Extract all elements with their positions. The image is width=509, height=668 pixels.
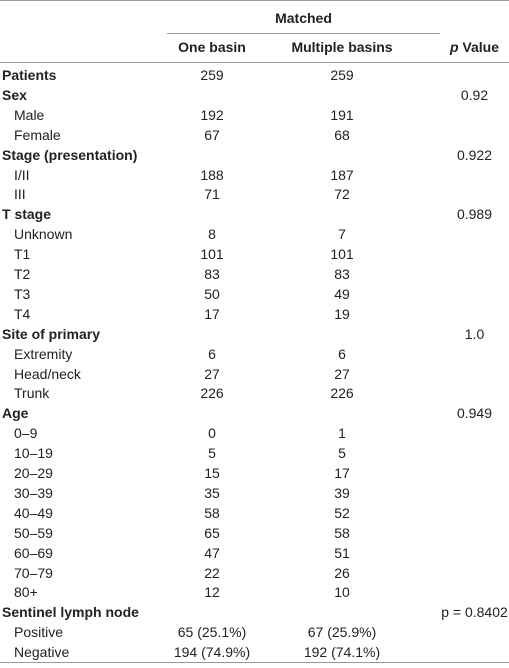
multiple-basins-value: 26 — [334, 564, 350, 581]
p-value — [440, 383, 509, 403]
one-basin-header: One basin — [178, 39, 246, 55]
p-value — [440, 184, 509, 204]
p-value — [440, 523, 509, 543]
p-value — [440, 423, 509, 443]
one-basin-value: 35 — [204, 484, 220, 501]
multiple-basins-value: 6 — [338, 345, 346, 362]
row-label: Head/neck — [14, 365, 81, 382]
one-basin-value — [172, 324, 252, 344]
matched-group-header: Matched — [275, 10, 332, 26]
value-word: Value — [458, 39, 500, 55]
multiple-basins-value: 10 — [334, 584, 350, 601]
multiple-basins-value — [302, 602, 382, 622]
row-label: III — [14, 186, 26, 203]
row-label: Trunk — [14, 385, 50, 402]
row-label: Male — [14, 106, 45, 123]
one-basin-value: 188 — [200, 166, 224, 183]
multiple-basins-value: 226 — [330, 385, 354, 402]
one-basin-value: 6 — [208, 345, 216, 362]
row-label: T2 — [14, 266, 31, 282]
matched-group-rule — [167, 33, 440, 34]
p-value — [440, 125, 509, 145]
section-label: Site of primary — [2, 325, 101, 342]
multiple-basins-value: 83 — [334, 266, 350, 282]
row-label: 70–79 — [14, 564, 53, 581]
multiple-basins-value: 192 (74.1%) — [303, 644, 381, 661]
multiple-basins-value: 67 (25.9%) — [307, 624, 377, 641]
multiple-basins-value: 1 — [338, 425, 346, 442]
one-basin-value: 15 — [204, 465, 220, 481]
one-basin-value — [172, 602, 252, 622]
p-value — [440, 165, 509, 185]
multiple-basins-header: Multiple basins — [291, 39, 393, 55]
p-value — [440, 105, 509, 125]
one-basin-value: 83 — [204, 266, 220, 282]
multiple-basins-value: 49 — [334, 285, 350, 302]
multiple-basins-value: 5 — [338, 445, 346, 462]
one-basin-value: 0 — [208, 425, 216, 442]
p-value: 0.92 — [460, 86, 489, 103]
p-value — [440, 264, 509, 284]
row-label: 50–59 — [14, 524, 53, 541]
row-label: 40–49 — [14, 504, 53, 521]
multiple-basins-value: 7 — [338, 226, 346, 243]
multiple-basins-value: 19 — [334, 305, 350, 322]
p-value: 0.949 — [456, 405, 493, 422]
one-basin-value — [172, 85, 252, 105]
p-italic: p — [449, 39, 459, 55]
p-value — [440, 483, 509, 503]
row-label: 0–9 — [14, 425, 38, 442]
p-value — [440, 65, 509, 85]
p-value: 1.0 — [464, 325, 485, 342]
p-value — [440, 304, 509, 324]
one-basin-value: 67 — [204, 126, 220, 143]
p-value — [440, 582, 509, 602]
p-value — [440, 284, 509, 304]
section-label: Stage (presentation) — [2, 146, 138, 163]
multiple-basins-value: 52 — [334, 504, 350, 521]
one-basin-value: 71 — [204, 186, 220, 203]
section-label: Age — [2, 405, 29, 422]
p-value: p = 0.8402 — [441, 604, 508, 621]
multiple-basins-value — [302, 85, 382, 105]
one-basin-value: 194 (74.9%) — [173, 644, 251, 661]
row-label: Unknown — [14, 226, 73, 243]
row-label: T3 — [14, 285, 31, 302]
multiple-basins-value — [302, 145, 382, 165]
multiple-basins-value: 259 — [330, 67, 354, 83]
row-label: Negative — [14, 644, 70, 661]
section-label: T stage — [2, 206, 52, 223]
row-label: Female — [14, 126, 61, 143]
p-value — [440, 244, 509, 264]
multiple-basins-value: 68 — [334, 126, 350, 143]
row-label: I/II — [14, 166, 30, 183]
row-label: Extremity — [14, 345, 73, 362]
one-basin-value — [172, 403, 252, 423]
top-rule — [0, 0, 509, 1]
one-basin-value: 259 — [200, 67, 224, 83]
one-basin-value: 5 — [208, 445, 216, 462]
section-label: Sex — [2, 86, 27, 103]
one-basin-value — [172, 204, 252, 224]
p-value: 0.922 — [456, 146, 493, 163]
multiple-basins-value — [302, 403, 382, 423]
header-rule — [0, 62, 509, 63]
one-basin-value: 192 — [200, 106, 224, 123]
row-label: 20–29 — [14, 465, 53, 481]
p-value-header — [440, 37, 509, 57]
one-basin-value: 12 — [204, 584, 220, 601]
one-basin-value: 27 — [204, 365, 220, 382]
multiple-basins-value: 17 — [334, 465, 350, 481]
row-label: 80+ — [14, 584, 38, 601]
p-value — [440, 543, 509, 563]
p-value — [440, 443, 509, 463]
multiple-basins-value: 27 — [334, 365, 350, 382]
multiple-basins-value — [302, 204, 382, 224]
one-basin-value: 8 — [208, 226, 216, 243]
multiple-basins-value: 72 — [334, 186, 350, 203]
p-value — [440, 364, 509, 384]
multiple-basins-value: 191 — [330, 106, 354, 123]
p-value — [440, 224, 509, 244]
one-basin-value — [172, 145, 252, 165]
p-value — [440, 463, 509, 483]
one-basin-value: 226 — [200, 385, 224, 402]
row-label: 60–69 — [14, 544, 53, 561]
multiple-basins-value: 58 — [334, 524, 350, 541]
section-label: Sentinel lymph node — [2, 604, 139, 621]
row-label: T4 — [14, 305, 31, 322]
row-label: 30–39 — [14, 484, 53, 501]
multiple-basins-value: 51 — [334, 544, 350, 561]
section-label: Patients — [2, 67, 57, 83]
multiple-basins-value: 39 — [334, 484, 350, 501]
one-basin-value: 50 — [204, 285, 220, 302]
row-label: 10–19 — [14, 445, 53, 462]
p-value: 0.989 — [456, 206, 493, 223]
multiple-basins-value: 187 — [330, 166, 354, 183]
p-value — [440, 622, 509, 642]
row-label: T1 — [14, 246, 31, 263]
one-basin-value: 65 — [204, 524, 220, 541]
one-basin-value: 101 — [200, 246, 224, 263]
bottom-rule — [0, 662, 509, 663]
one-basin-value: 17 — [204, 305, 220, 322]
one-basin-value: 65 (25.1%) — [177, 624, 247, 641]
p-value — [440, 563, 509, 583]
p-value — [440, 344, 509, 364]
one-basin-value: 22 — [204, 564, 220, 581]
multiple-basins-value: 101 — [330, 246, 354, 263]
multiple-basins-value — [302, 324, 382, 344]
one-basin-value: 47 — [204, 544, 220, 561]
p-value — [440, 642, 509, 662]
row-label: Positive — [14, 624, 64, 641]
p-value — [440, 503, 509, 523]
one-basin-value: 58 — [204, 504, 220, 521]
